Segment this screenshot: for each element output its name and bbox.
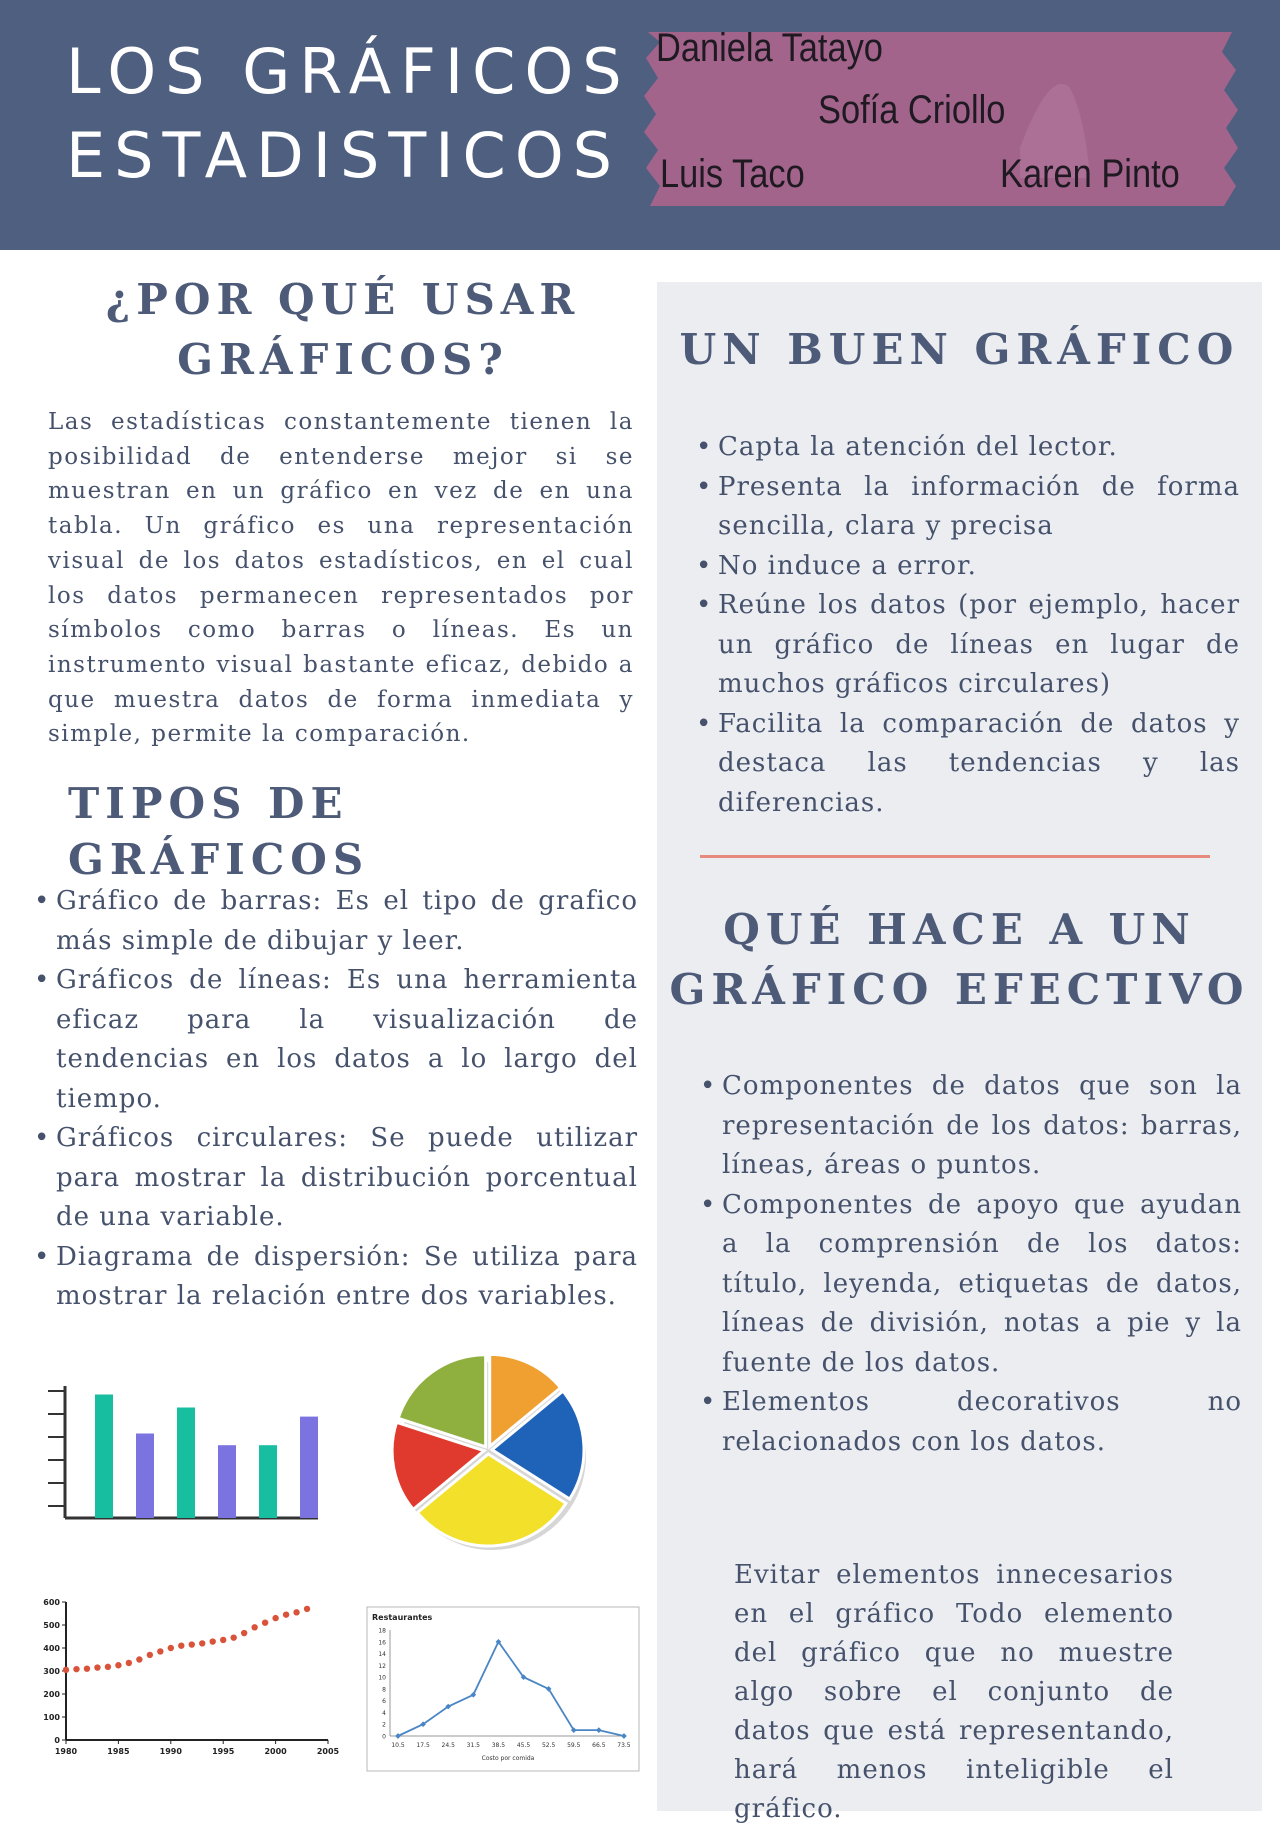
list-item [694, 705, 1240, 824]
bar [136, 1434, 154, 1519]
bar [95, 1395, 113, 1519]
bullet-icon: • [696, 590, 713, 620]
section-divider [700, 855, 1210, 858]
scatter-point [94, 1664, 100, 1670]
list-item [698, 1186, 1242, 1384]
effective-heading-line-2: GRÁFICO EFECTIVO [669, 965, 1250, 1014]
y-tick-label: 8 [382, 1686, 386, 1694]
scatter-point [136, 1656, 142, 1662]
x-tick-label: 38.5 [491, 1742, 506, 1749]
effective-list [698, 1067, 1242, 1462]
author-name: Luis Taco [660, 152, 805, 196]
x-tick-label: 10.5 [391, 1742, 405, 1749]
why-heading-line-1: ¿POR QUÉ USAR [105, 275, 581, 324]
scatter-point [73, 1666, 79, 1672]
chart-title: Restaurantes [372, 1613, 433, 1622]
scatter-point [168, 1645, 174, 1651]
x-axis-label: Costo por comida [481, 1755, 535, 1762]
x-tick-label: 2000 [264, 1747, 287, 1756]
scatter-point [63, 1667, 69, 1673]
y-tick-label: 300 [43, 1667, 60, 1676]
pie-chart [388, 1352, 598, 1562]
bullet-icon: • [700, 1189, 717, 1220]
x-tick-label: 24.5 [441, 1742, 455, 1749]
list-item-text: Presenta la información de forma sencilla, clara y precisa [718, 471, 1240, 541]
list-item-text: Diagrama de dispersión: Se utiliza para mostrar la relación entre dos variables. [56, 1241, 638, 1311]
x-tick-label: 52.5 [541, 1742, 556, 1749]
x-tick-label: 45.5 [516, 1742, 531, 1749]
x-tick-label: 2005 [316, 1747, 340, 1756]
scatter-point [147, 1652, 153, 1658]
scatter-point [199, 1640, 205, 1646]
avoid-paragraph: Evitar elementos innecesarios en el gráfico Todo elemento del gráfico que no muestre algo sobre el conjunto de datos que está representando, hará menos inteligible el gráfico. [734, 1560, 1174, 1824]
list-item [694, 468, 1240, 547]
bullet-icon: • [696, 708, 713, 739]
list-item [694, 547, 1240, 587]
bullet-icon: • [34, 965, 51, 995]
bullet-icon: • [696, 432, 713, 462]
y-tick-label: 4 [382, 1709, 386, 1717]
bullet-icon: • [696, 550, 713, 581]
scatter-point [230, 1634, 236, 1640]
scatter-point [251, 1624, 257, 1630]
header-banner [0, 0, 1280, 250]
list-item [32, 1119, 638, 1238]
page-title [66, 30, 631, 198]
scatter-point [210, 1638, 216, 1644]
bullet-icon: • [34, 1123, 51, 1153]
y-tick-label: 16 [378, 1639, 386, 1647]
scatter-point [220, 1637, 226, 1643]
line-chart [366, 1606, 640, 1772]
bullet-icon: • [34, 886, 51, 916]
bullet-icon: • [34, 1241, 51, 1272]
scatter-point [241, 1630, 247, 1636]
author-name: Karen Pinto [1000, 152, 1180, 196]
x-tick-label: 1990 [159, 1747, 182, 1756]
x-tick-label: 31.5 [466, 1742, 480, 1749]
list-item [32, 882, 638, 961]
x-tick-label: 66.5 [592, 1742, 606, 1749]
list-item-text: Componentes de apoyo que ayudan a la comprensión de los datos: título, leyenda, etiquetas de datos, líneas de división, notas a pie y la fuente de los datos. [722, 1189, 1242, 1378]
list-item-text: Gráfico de barras: Es el tipo de grafico más simple de dibujar y leer. [56, 886, 638, 956]
list-item [694, 428, 1240, 468]
y-tick-label: 18 [378, 1627, 386, 1635]
list-item-text: Capta la atención del lector. [718, 432, 1118, 462]
y-tick-label: 6 [382, 1698, 386, 1706]
scatter-chart [28, 1590, 348, 1765]
scatter-point [126, 1660, 132, 1666]
list-item-text: Elementos decorativos no relacionados con los datos. [722, 1387, 1242, 1457]
list-item [32, 961, 638, 1119]
types-heading: TIPOS DE GRÁFICOS [68, 779, 370, 884]
scatter-point [157, 1648, 163, 1654]
x-tick-label: 1995 [212, 1747, 235, 1756]
scatter-point [189, 1641, 195, 1647]
scatter-point [272, 1615, 278, 1621]
scatter-point [293, 1609, 299, 1615]
y-tick-label: 100 [43, 1713, 60, 1722]
author-name: Sofía Criollo [818, 88, 1006, 132]
x-tick-label: 1985 [107, 1747, 130, 1756]
scatter-point [105, 1664, 111, 1670]
x-tick-label: 17.5 [416, 1742, 430, 1749]
y-tick-label: 400 [43, 1644, 60, 1653]
list-item-text: Gráficos de líneas: Es una herramienta eficaz para la visualización de tendencias en los datos a lo largo del tiempo. [56, 965, 638, 1114]
title-line-1: LOS GRÁFICOS [66, 35, 631, 108]
author-name: Daniela Tatayo [656, 26, 883, 70]
y-tick-label: 2 [382, 1721, 386, 1729]
list-item [32, 1238, 638, 1317]
types-list [32, 882, 638, 1317]
scatter-point [84, 1666, 90, 1672]
scatter-point [304, 1606, 310, 1612]
list-item-text: Gráficos circulares: Se puede utilizar para mostrar la distribución porcentual de una variable. [56, 1123, 638, 1232]
y-tick-label: 600 [43, 1598, 60, 1607]
y-tick-label: 10 [378, 1674, 386, 1682]
y-tick-label: 200 [43, 1690, 60, 1699]
list-item-text: Reúne los datos (por ejemplo, hacer un gráfico de líneas en lugar de muchos gráficos circulares) [718, 590, 1240, 699]
effective-heading [657, 900, 1262, 1020]
y-tick-label: 500 [43, 1621, 60, 1630]
y-tick-label: 12 [378, 1662, 386, 1670]
bullet-icon: • [700, 1071, 717, 1101]
why-heading [48, 270, 638, 390]
list-item-text: Componentes de datos que son la representación de los datos: barras, líneas, áreas o puntos. [722, 1071, 1242, 1180]
list-item-text: No induce a error. [718, 550, 977, 581]
x-tick-label: 59.5 [567, 1742, 581, 1749]
list-item [698, 1383, 1242, 1462]
good-graphic-list [694, 428, 1240, 823]
scatter-point [115, 1662, 121, 1668]
y-tick-label: 0 [54, 1736, 60, 1745]
effective-heading-line-1: QUÉ HACE A UN [723, 905, 1196, 954]
scatter-point [262, 1620, 268, 1626]
bullet-icon: • [696, 471, 713, 502]
bullet-icon: • [700, 1387, 717, 1417]
y-tick-label: 0 [382, 1733, 386, 1741]
title-line-2: ESTADISTICOS [66, 119, 621, 192]
bar [218, 1445, 236, 1518]
y-tick-label: 14 [378, 1651, 386, 1659]
x-tick-label: 73.5 [617, 1742, 631, 1749]
list-item [694, 586, 1240, 705]
good-graphic-heading: UN BUEN GRÁFICO [679, 325, 1240, 374]
bar [177, 1408, 195, 1519]
bar-chart [40, 1370, 330, 1530]
why-paragraph: Las estadísticas constantemente tienen la posibilidad de entenderse mejor si se muestran en un gráfico en vez de en una tabla. Un gráfico es una representación visual de los datos estadísticos, en el cual los datos permanecen representados por símbolos como barras o líneas. Es un instrumento visual bastante eficaz, debido a que muestra datos de forma inmediata y simple, permite la comparación. [48, 409, 634, 748]
x-tick-label: 1980 [54, 1747, 78, 1756]
bar [300, 1417, 318, 1518]
scatter-point [283, 1611, 289, 1617]
why-heading-line-2: GRÁFICOS? [177, 335, 509, 384]
bar [259, 1445, 277, 1518]
list-item-text: Facilita la comparación de datos y destaca las tendencias y las diferencias. [718, 708, 1240, 818]
scatter-point [178, 1643, 184, 1649]
list-item [698, 1067, 1242, 1186]
